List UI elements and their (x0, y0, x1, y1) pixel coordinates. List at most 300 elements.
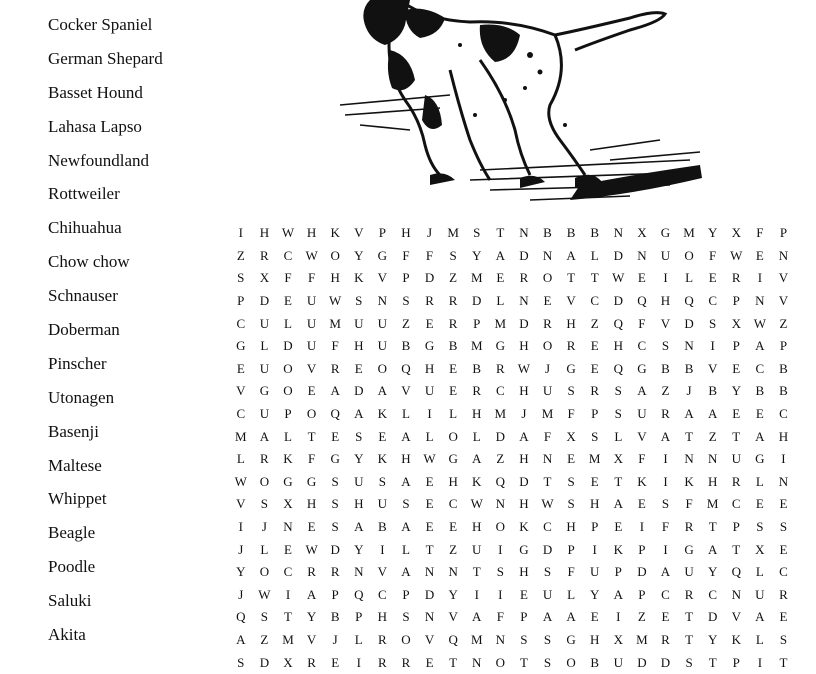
grid-letter: T (449, 654, 458, 670)
grid-letter: Q (354, 586, 364, 602)
grid-letter: L (236, 451, 245, 467)
grid-letter: X (259, 270, 270, 286)
grid-letter: P (520, 609, 528, 625)
grid-letter: L (685, 270, 694, 286)
grid-letter: N (377, 293, 388, 309)
grid-letter: U (424, 383, 435, 399)
grid-letter: V (236, 383, 246, 399)
grid-letter: E (637, 270, 646, 286)
grid-letter: R (543, 315, 552, 331)
grid-letter: E (284, 541, 292, 557)
grid-letter: Y (448, 586, 458, 602)
grid-letter: V (448, 609, 458, 625)
grid-letter: K (354, 270, 364, 286)
grid-letter: Z (708, 428, 717, 444)
grid-letter: O (377, 360, 388, 376)
grid-letter: C (637, 338, 647, 354)
grid-letter: J (332, 631, 338, 647)
grid-letter: G (637, 360, 647, 376)
grid-letter: A (306, 586, 317, 602)
grid-letter: D (472, 293, 482, 309)
grid-letter: R (260, 451, 269, 467)
grid-letter: C (236, 406, 246, 422)
grid-letter: T (732, 428, 741, 444)
grid-letter: P (331, 586, 339, 602)
grid-letter: T (779, 654, 788, 670)
grid-letter: I (663, 473, 668, 489)
grid-letter: E (496, 270, 505, 286)
grid-letter: U (613, 654, 623, 670)
word-list-item: Cocker Spaniel (48, 15, 153, 34)
grid-letter: Z (496, 451, 505, 467)
grid-letter: V (778, 270, 789, 286)
grid-letter: B (684, 360, 694, 376)
grid-letter: F (685, 496, 693, 512)
grid-row (229, 584, 795, 607)
word-list-item: Poodle (48, 557, 96, 577)
grid-letter: G (283, 473, 293, 489)
grid-letter: S (520, 631, 528, 647)
grid-letter: Q (684, 293, 694, 309)
grid-row (229, 425, 795, 448)
grid-letter: A (236, 631, 246, 647)
grid-letter: N (755, 293, 765, 309)
grid-letter: L (449, 406, 458, 422)
grid-letter: I (474, 586, 479, 602)
grid-letter: N (448, 564, 458, 580)
grid-letter: L (755, 564, 764, 580)
word-list-item: Chihuahua (48, 218, 122, 238)
grid-letter: L (260, 541, 269, 557)
grid-letter: H (613, 338, 623, 354)
grid-letter: S (661, 338, 670, 354)
grid-letter: S (237, 270, 245, 286)
grid-letter: U (755, 586, 765, 602)
grid-letter: E (284, 293, 292, 309)
grid-letter: S (567, 473, 575, 489)
grid-letter: S (709, 315, 717, 331)
grid-letter: U (306, 338, 317, 354)
grid-letter: J (238, 586, 244, 602)
grid-letter: V (377, 564, 388, 580)
grid-letter: H (401, 225, 411, 241)
grid-letter: A (542, 609, 553, 625)
grid-letter: R (425, 293, 434, 309)
grid-letter: G (330, 451, 340, 467)
grid-letter: U (542, 586, 553, 602)
grid-letter: P (402, 270, 410, 286)
grid-letter: Q (731, 564, 741, 580)
word-list-item: Lahasa Lapso (48, 116, 142, 136)
grid-letter: E (614, 519, 623, 535)
grid-letter: U (684, 564, 694, 580)
grid-letter: F (425, 247, 434, 263)
grid-letter: Z (449, 270, 458, 286)
word-list-item: Beagle (48, 523, 96, 543)
grid-letter: B (566, 225, 576, 241)
grid-letter: Z (260, 631, 269, 647)
grid-letter: P (567, 541, 575, 557)
grid-letter: X (283, 496, 293, 512)
grid-letter: G (448, 451, 458, 467)
grid-letter: Y (354, 451, 364, 467)
grid-letter: P (355, 609, 363, 625)
grid-letter: M (494, 406, 507, 422)
grid-letter: A (755, 338, 765, 354)
grid-letter: T (496, 225, 505, 241)
grid-letter: L (590, 247, 599, 263)
grid-letter: S (614, 383, 622, 399)
word-list-item: Saluki (48, 591, 92, 611)
grid-letter: D (684, 315, 694, 331)
grid-row (229, 448, 795, 471)
grid-letter: N (707, 451, 718, 467)
grid-row (229, 538, 795, 561)
grid-letter: X (731, 225, 741, 241)
grid-letter: E (590, 609, 599, 625)
grid-letter: R (401, 654, 411, 670)
grid-letter: W (329, 293, 342, 309)
grid-letter: H (660, 293, 671, 309)
grid-letter: U (354, 315, 364, 331)
grid-letter: W (281, 225, 295, 241)
grid-letter: A (354, 406, 364, 422)
grid-letter: L (401, 541, 410, 557)
grid-letter: T (567, 270, 576, 286)
grid-letter: Q (613, 360, 623, 376)
grid-letter: I (663, 270, 668, 286)
grid-letter: V (306, 360, 317, 376)
grid-letter: J (686, 383, 692, 399)
grid-letter: H (519, 564, 529, 580)
grid-letter: K (472, 473, 482, 489)
grid-letter: R (260, 247, 269, 263)
grid-row (229, 471, 795, 494)
grid-letter: H (472, 519, 482, 535)
grid-letter: S (355, 293, 363, 309)
grid-letter: T (685, 428, 694, 444)
grid-letter: S (331, 473, 339, 489)
grid-letter: A (660, 428, 671, 444)
grid-letter: S (661, 496, 670, 512)
grid-letter: B (330, 609, 340, 625)
grid-letter: B (472, 360, 482, 376)
word-list-item: Utonagen (48, 387, 115, 407)
grid-letter: N (424, 609, 435, 625)
grid-letter: B (661, 360, 670, 376)
grid-letter: F (543, 428, 552, 444)
grid-letter: C (755, 360, 765, 376)
grid-letter: P (237, 293, 245, 309)
grid-letter: W (753, 315, 766, 331)
word-list-item: Maltese (48, 455, 102, 475)
grid-letter: X (613, 631, 623, 647)
grid-letter: O (401, 631, 411, 647)
grid-letter: U (472, 541, 482, 557)
grid-row (229, 380, 795, 403)
grid-letter: M (447, 225, 459, 241)
grid-letter: E (307, 383, 316, 399)
grid-letter: R (330, 564, 340, 580)
grid-letter: A (566, 609, 576, 625)
grid-letter: T (519, 654, 528, 670)
grid-letter: L (401, 406, 410, 422)
grid-letter: R (307, 564, 316, 580)
grid-letter: E (449, 383, 458, 399)
grid-letter: E (732, 360, 741, 376)
grid-letter: U (377, 496, 388, 512)
grid-letter: E (732, 406, 741, 422)
grid-letter: Y (472, 247, 482, 263)
grid-letter: E (567, 451, 576, 467)
grid-letter: U (306, 293, 317, 309)
grid-letter: P (378, 225, 386, 241)
grid-letter: R (307, 654, 316, 670)
grid-letter: W (305, 541, 318, 557)
grid-letter: I (285, 586, 291, 602)
grid-letter: U (259, 315, 270, 331)
grid-letter: B (378, 519, 387, 535)
grid-letter: J (427, 225, 433, 241)
grid-letter: D (637, 654, 647, 670)
grid-letter: Q (613, 315, 623, 331)
grid-letter: N (731, 586, 741, 602)
grid-letter: H (519, 338, 529, 354)
grid-letter: K (684, 473, 694, 489)
grid-letter: E (755, 496, 764, 512)
grid-letter: E (354, 360, 363, 376)
grid-letter: V (731, 609, 741, 625)
grid-letter: D (495, 428, 506, 444)
grid-letter: I (238, 519, 243, 535)
grid-letter: M (235, 428, 247, 444)
grid-letter: X (637, 225, 647, 241)
grid-letter: R (731, 473, 741, 489)
grid-letter: H (590, 496, 600, 512)
grid-row (229, 245, 795, 268)
grid-letter: I (757, 654, 763, 670)
grid-letter: O (684, 247, 694, 263)
grid-letter: E (425, 519, 434, 535)
grid-letter: O (306, 406, 317, 422)
grid-letter: G (236, 338, 246, 354)
grid-letter: C (236, 315, 246, 331)
grid-letter: E (590, 360, 599, 376)
grid-letter: R (330, 360, 340, 376)
grid-letter: Y (590, 586, 600, 602)
grid-letter: U (377, 338, 388, 354)
grid-letter: J (238, 541, 244, 557)
grid-letter: W (423, 451, 436, 467)
word-list (48, 12, 228, 656)
grid-letter: T (614, 473, 623, 489)
grid-letter: C (731, 496, 741, 512)
grid-letter: I (663, 541, 668, 557)
grid-row (229, 651, 795, 674)
grid-letter: Z (779, 315, 788, 331)
grid-letter: P (779, 338, 788, 354)
grid-letter: D (519, 315, 529, 331)
grid-row (229, 516, 795, 539)
grid-letter: E (543, 293, 552, 309)
grid-letter: M (541, 406, 554, 422)
grid-letter: M (683, 225, 695, 241)
grid-letter: T (708, 654, 717, 670)
grid-letter: P (732, 654, 740, 670)
grid-letter: V (354, 225, 364, 241)
grid-letter: E (590, 338, 599, 354)
grid-letter: X (613, 451, 623, 467)
grid-letter: W (305, 247, 318, 263)
grid-letter: X (283, 654, 293, 670)
grid-letter: L (354, 631, 363, 647)
grid-letter: N (283, 519, 293, 535)
grid-letter: E (425, 315, 434, 331)
grid-letter: J (261, 519, 267, 535)
grid-letter: H (306, 225, 317, 241)
grid-letter: Z (637, 609, 646, 625)
grid-letter: C (779, 564, 788, 580)
grid-letter: H (354, 496, 364, 512)
grid-letter: D (519, 247, 529, 263)
grid-letter: G (424, 338, 435, 354)
grid-letter: T (472, 564, 481, 580)
grid-letter: E (331, 428, 340, 444)
grid-letter: W (258, 586, 271, 602)
grid-letter: N (542, 451, 553, 467)
grid-letter: G (495, 338, 506, 354)
grid-letter: O (330, 247, 340, 263)
grid-letter: H (519, 496, 529, 512)
grid-letter: F (661, 519, 670, 535)
grid-letter: O (259, 564, 270, 580)
grid-row (229, 335, 795, 358)
grid-letter: W (541, 496, 554, 512)
grid-letter: K (731, 631, 741, 647)
grid-letter: Z (661, 383, 670, 399)
grid-letter: E (307, 519, 316, 535)
grid-letter: B (590, 654, 600, 670)
grid-letter: G (755, 451, 765, 467)
grid-letter: X (755, 541, 765, 557)
grid-letter: C (708, 586, 717, 602)
grid-letter: S (260, 496, 268, 512)
grid-letter: H (330, 270, 340, 286)
grid-letter: S (402, 496, 410, 512)
grid-letter: Z (401, 315, 410, 331)
grid-letter: Y (354, 541, 364, 557)
grid-letter: T (425, 541, 434, 557)
grid-letter: O (495, 654, 506, 670)
grid-letter: S (355, 428, 363, 444)
grid-letter: L (755, 631, 764, 647)
grid-letter: R (472, 383, 482, 399)
grid-letter: J (544, 360, 551, 376)
grid-letter: H (472, 406, 482, 422)
grid-letter: C (378, 586, 387, 602)
grid-letter: I (380, 541, 385, 557)
word-list-item: Newfoundland (48, 150, 150, 170)
grid-letter: H (519, 383, 529, 399)
grid-letter: F (638, 451, 646, 467)
grid-letter: B (448, 338, 458, 354)
grid-letter: N (472, 654, 482, 670)
grid-letter: A (495, 247, 506, 263)
grid-letter: R (684, 519, 694, 535)
grid-letter: H (259, 225, 270, 241)
grid-letter: G (306, 473, 317, 489)
grid-letter: Q (495, 473, 506, 489)
grid-letter: F (307, 270, 316, 286)
grid-letter: Y (731, 383, 741, 399)
grid-row (229, 493, 795, 516)
grid-letter: L (425, 428, 434, 444)
grid-letter: V (660, 315, 671, 331)
grid-letter: D (660, 654, 671, 670)
grid-letter: R (448, 293, 458, 309)
grid-letter: Q (448, 631, 458, 647)
grid-letter: C (283, 247, 293, 263)
grid-letter: R (661, 406, 670, 422)
grid-letter: H (448, 473, 458, 489)
grid-letter: Y (707, 564, 718, 580)
grid-letter: Z (236, 247, 245, 263)
grid-letter: D (519, 473, 529, 489)
grid-letter: M (282, 631, 294, 647)
grid-letter: T (685, 609, 694, 625)
grid-letter: I (639, 519, 645, 535)
grid-letter: E (779, 496, 788, 512)
grid-letter: S (449, 247, 457, 263)
grid-letter: D (637, 564, 647, 580)
grid-letter: E (331, 654, 340, 670)
grid-letter: K (283, 451, 293, 467)
grid-letter: A (707, 406, 718, 422)
word-list-item: Doberman (48, 320, 120, 340)
grid-letter: T (732, 541, 741, 557)
grid-letter: S (260, 609, 268, 625)
grid-letter: N (778, 473, 789, 489)
grid-letter: A (401, 564, 411, 580)
grid-letter: K (613, 541, 623, 557)
grid-letter: M (470, 338, 483, 354)
grid-letter: S (567, 496, 575, 512)
grid-letter: E (449, 360, 458, 376)
grid-letter: C (779, 406, 788, 422)
grid-letter: P (732, 338, 740, 354)
grid-letter: S (237, 654, 245, 670)
grid-row (229, 222, 795, 245)
grid-letter: Y (236, 564, 246, 580)
grid-letter: R (779, 586, 788, 602)
grid-letter: A (377, 383, 388, 399)
grid-letter: X (731, 315, 741, 331)
grid-letter: N (495, 631, 506, 647)
grid-letter: R (590, 383, 600, 399)
grid-letter: O (283, 360, 293, 376)
grid-letter: V (236, 496, 246, 512)
grid-letter: G (566, 360, 576, 376)
grid-letter: F (567, 406, 575, 422)
grid-letter: P (732, 519, 740, 535)
grid-letter: N (542, 247, 553, 263)
grid-letter: C (708, 293, 717, 309)
grid-letter: O (495, 519, 506, 535)
grid-letter: F (567, 564, 575, 580)
grid-letter: F (709, 247, 717, 263)
grid-letter: I (616, 609, 621, 625)
grid-letter: E (425, 473, 434, 489)
